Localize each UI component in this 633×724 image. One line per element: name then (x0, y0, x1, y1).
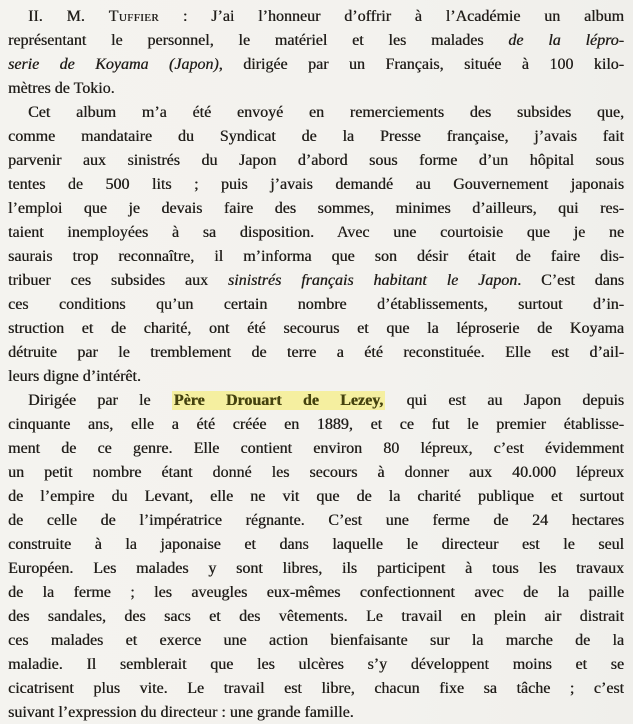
italic-text-segment: de la lépro- (508, 32, 624, 49)
highlighted-name: Père Drouart de Lezey, (173, 392, 384, 409)
text-segment: Dirigée par le (28, 392, 172, 409)
text-segment: maladie. Il semblerait que les ulcères s’y développent moins et se (8, 656, 624, 673)
italic-text-segment: sinistrés français habitant le Japon (227, 272, 518, 289)
text-segment: ces malades et exerce une action bienfaisante sur la marche de la (8, 632, 624, 649)
text-line (8, 29, 624, 53)
text-line (8, 149, 624, 173)
smallcaps-name: Tuffier (108, 8, 160, 25)
text-line (8, 461, 624, 485)
text-segment: construite à la japonaise et dans laquelle le directeur est le seul (8, 536, 624, 553)
text-line (8, 629, 624, 653)
text-segment: tribuer ces subsides aux (8, 272, 228, 289)
text-segment: mètres de Tokio. (8, 80, 115, 97)
text-line (8, 173, 624, 197)
text-line (8, 485, 624, 509)
text-segment: II. M. (28, 8, 109, 25)
text-line (8, 341, 624, 365)
text-line (8, 653, 624, 677)
text-line (8, 269, 624, 293)
text-line (8, 509, 624, 533)
text-line (8, 605, 624, 629)
text-segment: : J’ai l’honneur d’offrir à l’Académie un album (159, 8, 624, 25)
text-line (8, 557, 624, 581)
text-line (8, 5, 624, 29)
italic-text-segment: serie de Koyama (Japon) (8, 56, 219, 73)
text-line (8, 221, 624, 245)
document-text (8, 5, 624, 724)
text-line (8, 125, 624, 149)
text-line (8, 197, 624, 221)
text-line (8, 701, 624, 724)
text-segment: ces conditions qu’un certain nombre d’établissements, surtout d’in- (8, 296, 624, 313)
text-line (8, 293, 624, 317)
text-segment: . C’est dans (517, 272, 624, 289)
text-segment: suivant l’expression du directeur : une grande famille. (8, 704, 354, 721)
text-line (8, 245, 624, 269)
text-segment: parvenir aux sinistrés du Japon d’abord sous forme d’un hôpital sous (8, 152, 624, 169)
text-line (8, 437, 624, 461)
text-segment: struction et de charité, ont été secourus et que la léproserie de Koyama (8, 320, 624, 337)
text-segment: de l’empire du Levant, elle ne vit que de la charité publique et surtout (8, 488, 624, 505)
text-segment: Européen. Les malades y sont libres, ils participent à tous les travaux (8, 560, 624, 577)
text-segment: saurais trop reconnaître, il m’informa que son désir était de faire dis- (8, 248, 624, 265)
text-segment: leurs digne d’intérêt. (8, 368, 141, 385)
text-line (8, 533, 624, 557)
text-segment: , dirigée par un Français, située à 100 kilo- (218, 56, 624, 73)
text-line (8, 317, 624, 341)
text-segment: tentes de 500 lits ; puis j’avais demandé au Gouvernement japonais (8, 176, 624, 193)
text-line (8, 101, 624, 125)
text-segment: de la ferme ; les aveugles eux-mêmes confectionnent avec de la paille (8, 584, 624, 601)
text-segment: qui est au Japon depuis (385, 392, 624, 409)
text-segment: cicatrisent plus vite. Le travail est libre, chacun fixe sa tâche ; c’est (8, 680, 624, 697)
text-line (8, 365, 624, 389)
text-segment: représentant le personnel, le matériel et les malades (8, 32, 509, 49)
text-segment: de celle de l’impératrice régnante. C’est une ferme de 24 hectares (8, 512, 624, 529)
text-line (8, 677, 624, 701)
text-line (8, 581, 624, 605)
text-segment: Cet album m’a été envoyé en remerciements des subsides que, (28, 104, 624, 121)
text-line (8, 77, 624, 101)
text-segment: comme mandataire du Syndicat de la Presse française, j’avais fait (8, 128, 624, 145)
text-segment: taient inemployées à sa disposition. Avec une courtoisie que je ne (8, 224, 624, 241)
text-segment: l’emploi que je devais faire des sommes, minimes d’ailleurs, qui res- (8, 200, 624, 217)
text-line (8, 389, 624, 413)
text-line (8, 53, 624, 77)
text-segment: ment de ce genre. Elle contient environ 80 lépreux, c’est évidemment (8, 440, 624, 457)
text-segment: détruite par le tremblement de terre a été reconstituée. Elle est d’ail- (8, 344, 624, 361)
text-line (8, 413, 624, 437)
text-segment: un petit nombre étant donné les secours à donner aux 40.000 lépreux (8, 464, 624, 481)
text-segment: cinquante ans, elle a été créée en 1889, et ce fut le premier établisse- (8, 416, 624, 433)
text-segment: des sandales, des sacs et des vêtements. Le travail en plein air distrait (8, 608, 624, 625)
